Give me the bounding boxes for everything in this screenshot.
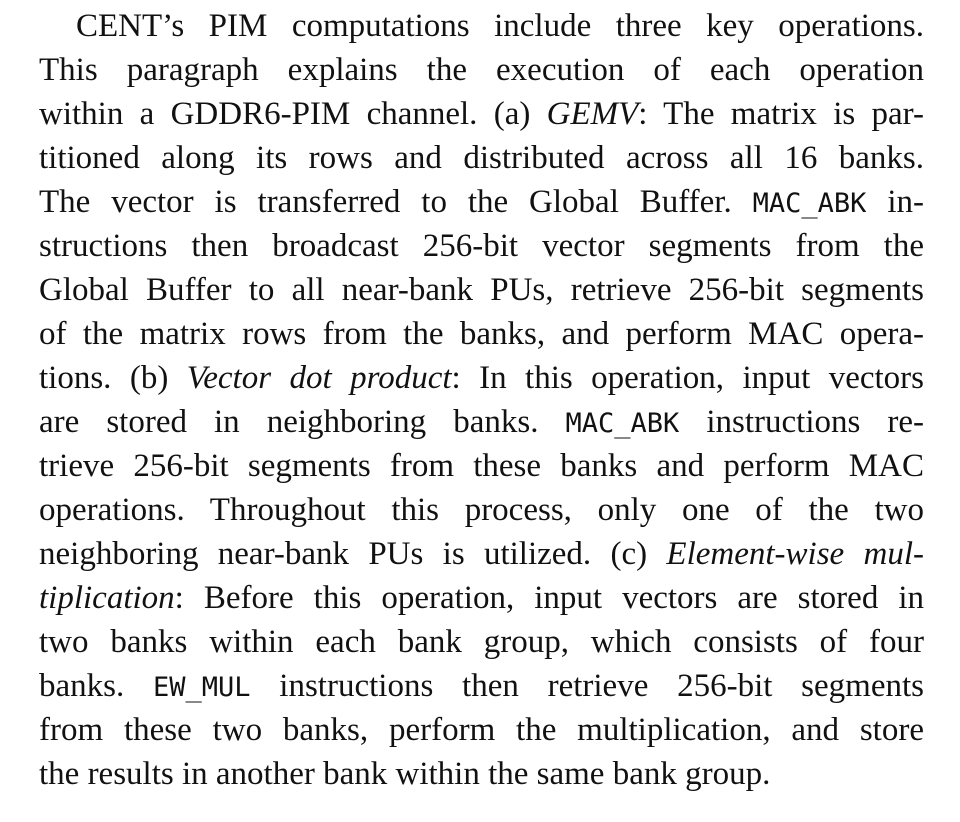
term-element-wise-multiplication: Element-wise mul- [666,536,924,572]
paragraph-line-5 [39,180,924,224]
line-text: CENT’s PIM computations include three key operations. [76,8,924,44]
code-mac-abk: MAC_ABK [565,408,680,439]
term-gemv: GEMV [546,96,639,132]
code-mac-abk: MAC_ABK [752,188,867,219]
paragraph-line-1 [39,4,924,48]
paragraph-line-2 [39,48,924,92]
paragraph-line-11 [39,444,924,488]
line-text: instructions re- [679,404,925,440]
paragraph-line-18 [39,752,924,796]
paragraph-line-14 [39,576,924,620]
line-text: in- [866,184,924,220]
code-ew-mul: EW_MUL [153,672,251,703]
paragraph-line-4 [39,136,924,180]
line-text: are stored in neighboring banks. [39,404,566,440]
paragraph-line-6 [39,224,924,268]
line-text: within a GDDR6-PIM channel. (a) [39,96,547,132]
line-text: This paragraph explains the execution of each operation [39,52,924,88]
line-text: : Before this operation, input vectors are stored in [174,580,924,616]
term-element-wise-multiplication: tiplication [39,580,175,616]
line-text: tions. (b) [39,360,187,396]
line-text: the results in another bank within the same bank group. [39,756,771,792]
line-text: trieve 256-bit segments from these banks and perform MAC [39,448,924,484]
line-text: The vector is transferred to the Global Buffer. [39,184,753,220]
line-text: titioned along its rows and distributed across all 16 banks. [39,140,924,176]
paragraph-line-17 [39,708,924,752]
paragraph-line-12 [39,488,924,532]
term-vector-dot-product: Vector dot product [186,360,452,396]
paragraph-line-9 [39,356,924,400]
line-text: : The matrix is par- [638,96,924,132]
paragraph-line-8 [39,312,924,356]
line-text: two banks within each bank group, which consists of four [39,624,924,660]
line-text: : In this operation, input vectors [451,360,924,396]
paragraph-line-7 [39,268,924,312]
paragraph-line-13 [39,532,924,576]
body-paragraph [39,4,924,796]
line-text: instructions then retrieve 256-bit segments [250,668,924,704]
line-text: structions then broadcast 256-bit vector segments from the [39,228,924,264]
line-text: from these two banks, perform the multiplication, and store [39,712,924,748]
line-text: of the matrix rows from the banks, and perform MAC opera- [39,316,924,352]
paragraph-line-10 [39,400,924,444]
paragraph-line-16 [39,664,924,708]
paragraph-line-3 [39,92,924,136]
line-text: neighboring near-bank PUs is utilized. (c) [39,536,667,572]
line-text: banks. [39,668,153,704]
line-text: Global Buffer to all near-bank PUs, retrieve 256-bit segments [39,272,924,308]
paragraph-line-15 [39,620,924,664]
line-text: operations. Throughout this process, only one of the two [39,492,924,528]
